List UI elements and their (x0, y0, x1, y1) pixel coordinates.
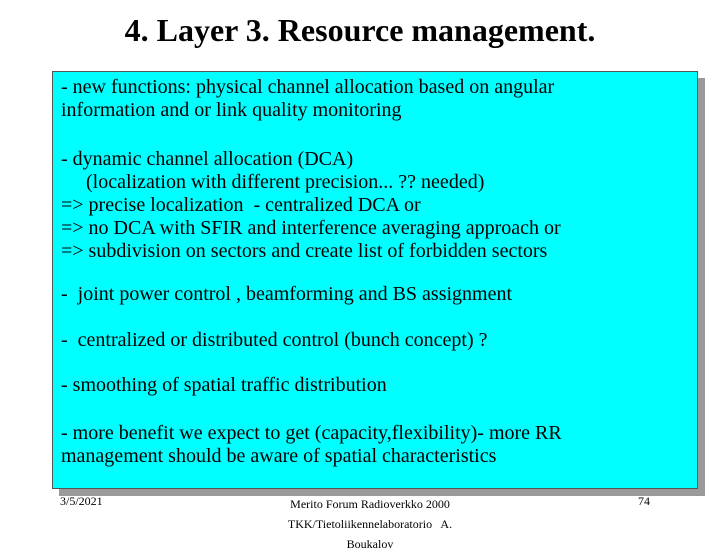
bullet-control-concept: - centralized or distributed control (bunch concept) ? (61, 329, 488, 351)
bullet-traffic-smoothing: - smoothing of spatial traffic distribution (61, 374, 387, 396)
slide-title: 4. Layer 3. Resource management. (124, 12, 596, 48)
bullet-dca: - dynamic channel allocation (DCA) (localization with different precision... ?? needed) => precise localization - centralized DCA or => no DCA with SFIR and interference averaging approach or => subdivision on sectors and create list of forbidden sectors (61, 148, 561, 262)
bullet-joint-power-control: - joint power control , beamforming and BS assignment (61, 283, 513, 305)
bullet-new-functions: - new functions: physical channel allocation based on angular information and or link quality monitoring (61, 76, 555, 121)
content-box (52, 71, 698, 489)
footer-page-number: 74 (638, 494, 650, 508)
bullet-more-benefit: - more benefit we expect to get (capacity,flexibility)- more RR management should be aware of spatial characteristics (61, 422, 562, 467)
footer-date: 3/5/2021 (60, 494, 103, 508)
footer-source: Merito Forum Radioverkko 2000 TKK/Tietoliikennelaboratorio A. Boukalov (287, 497, 453, 551)
